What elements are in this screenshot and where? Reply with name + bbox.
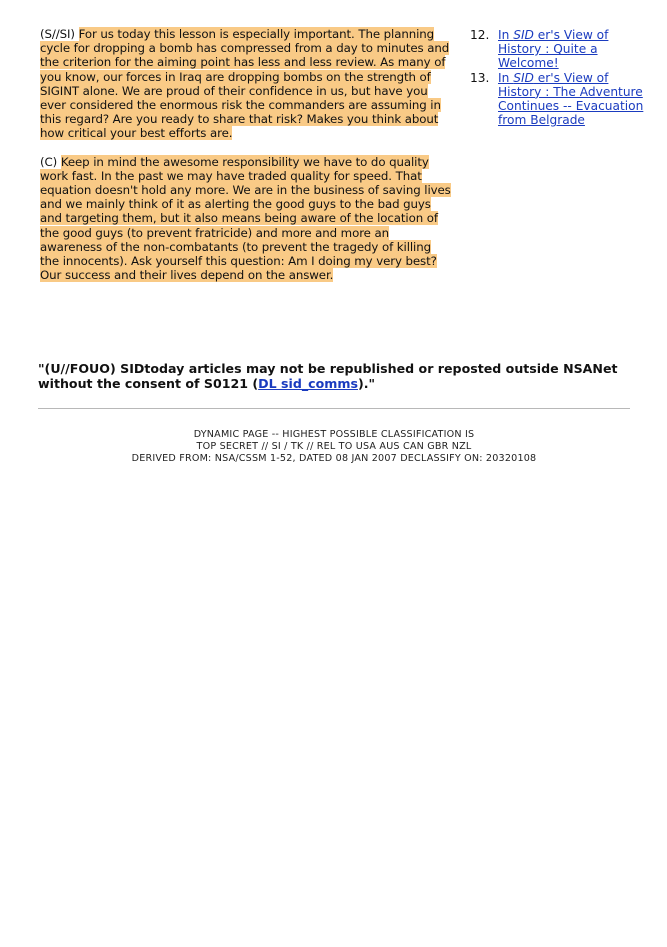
list-number: 13. (470, 70, 490, 85)
link-emphasis: SID (513, 28, 534, 42)
related-articles-list (470, 28, 650, 127)
link-prefix: In (498, 70, 514, 85)
link-emphasis: SID (513, 70, 534, 85)
list-number: 12. (470, 28, 490, 42)
classification-marking: (S//SI) (40, 27, 75, 41)
related-article-link[interactable] (498, 28, 650, 71)
article-paragraph (40, 27, 452, 141)
list-item (470, 71, 650, 128)
list-item (470, 28, 650, 71)
related-article-link[interactable] (498, 71, 650, 128)
notice-text: "(U//FOUO) SIDtoday articles may not be republished or reposted outside NSANet without the consent of S0121 ( (38, 361, 618, 391)
classification-marking: (C) (40, 154, 58, 169)
article-body (40, 27, 452, 296)
article-paragraph (40, 155, 452, 283)
republish-notice (38, 361, 618, 391)
link-prefix: In (498, 28, 514, 42)
notice-text-end: )." (358, 376, 376, 391)
classification-footer (38, 429, 630, 465)
link-rest: er's View of History : The Adventure Continues -- Evacuation from Belgrade (498, 70, 644, 128)
sid-comms-link[interactable]: DL sid_comms (258, 376, 358, 391)
divider (38, 408, 630, 409)
highlighted-text: Keep in mind the awesome responsibility we have to do quality work fast. In the past we may have traded quality for speed. That equation doesn't hold any more. We are in the business of saving lives and we mainly think of it as alerting the good guys to the bad guys and targeting them, but it also means being aware of the location of the good guys (to prevent fratricide) and more and more an awareness of the non-combatants (to prevent the tragedy of killing the innocents). Ask yourself this question: Am I doing my very best? Our success and their lives depend on the answer. (40, 154, 451, 283)
highlighted-text: For us today this lesson is especially important. The planning cycle for dropping a bomb has compressed from a day to minutes and the criterion for the aiming point has less and less review. As many of you know, our forces in Iraq are dropping bombs on the strength of SIGINT alone. We are proud of their confidence in us, but have you ever considered the enormous risk the commanders are assuming in this regard? Are you ready to share that risk? Makes you think about how critical your best efforts are. (40, 27, 450, 141)
link-rest: er's View of History : Quite a Welcome! (498, 28, 609, 71)
footer-line: TOP SECRET // SI / TK // REL TO USA AUS CAN GBR NZL (196, 441, 472, 452)
footer-line: DERIVED FROM: NSA/CSSM 1-52, DATED 08 JAN 2007 DECLASSIFY ON: 20320108 (131, 453, 537, 464)
footer-line: DYNAMIC PAGE -- HIGHEST POSSIBLE CLASSIFICATION IS (193, 429, 475, 440)
